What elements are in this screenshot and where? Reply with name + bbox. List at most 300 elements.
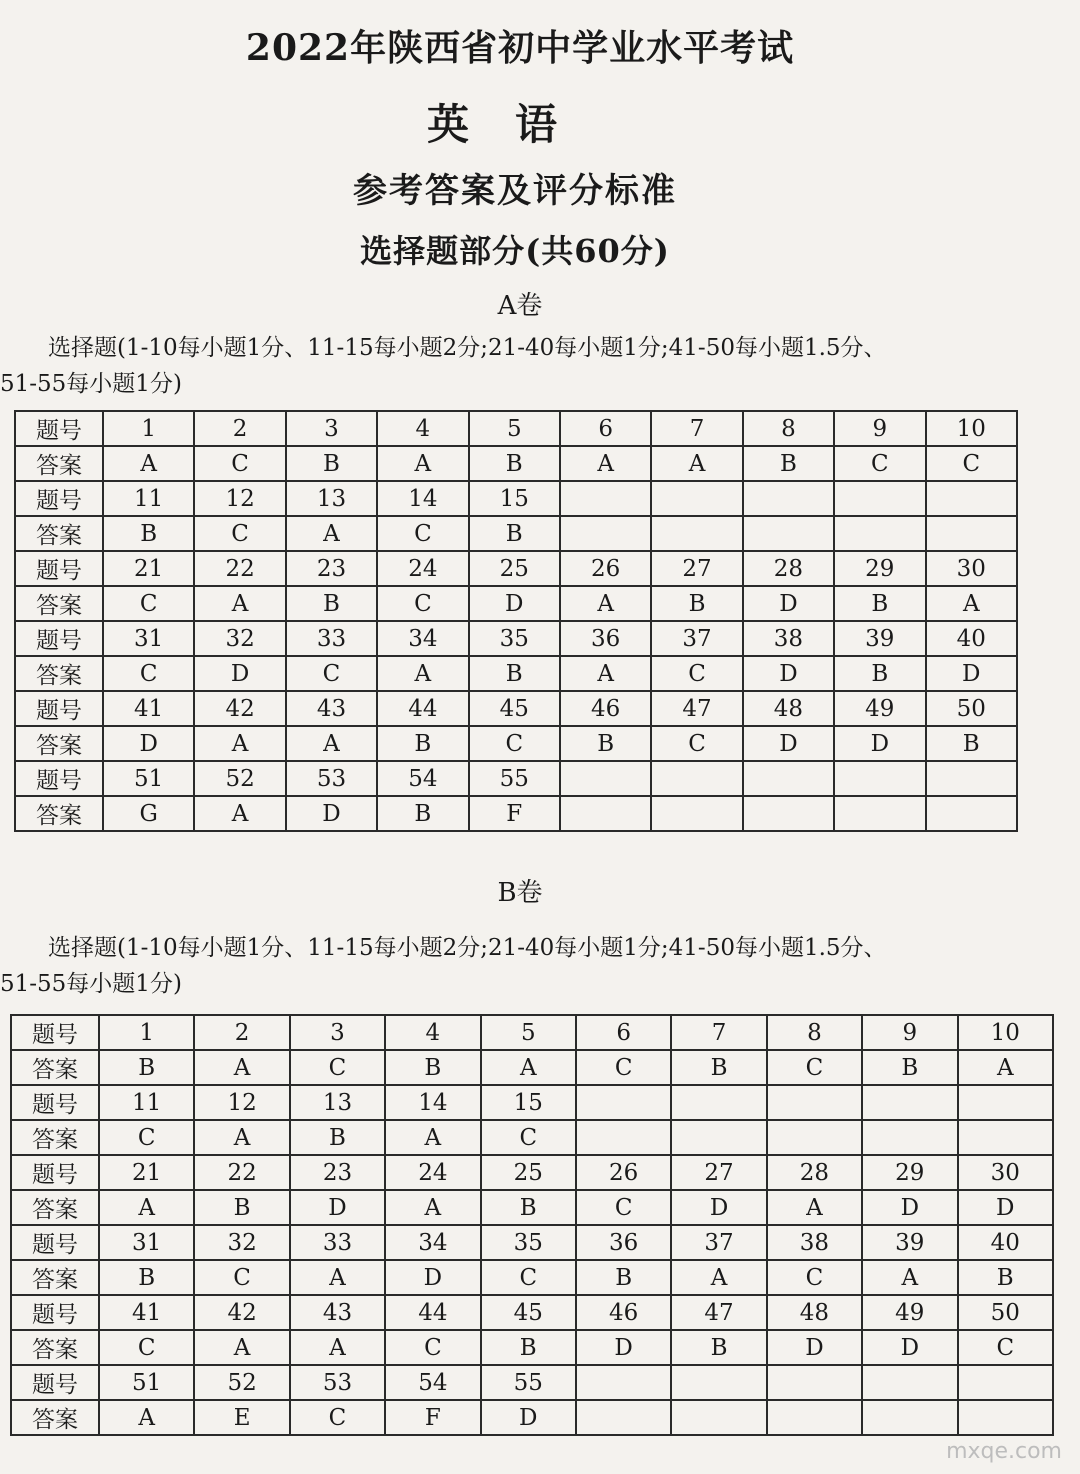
question-number-cell: 15 xyxy=(469,481,560,516)
question-number-cell: 55 xyxy=(469,761,560,796)
question-number-label: 题号 xyxy=(15,551,103,586)
question-number-row xyxy=(11,1155,1053,1190)
question-number-cell: 49 xyxy=(834,691,925,726)
question-number-cell: 38 xyxy=(743,621,834,656)
question-number-cell: 34 xyxy=(385,1225,480,1260)
answer-label: 答案 xyxy=(15,796,103,831)
paper-b-note-line2: 51-55每小题1分) xyxy=(0,971,182,997)
question-number-row xyxy=(15,551,1017,586)
answer-cell: A xyxy=(194,796,285,831)
answer-cell: D xyxy=(576,1330,671,1365)
answer-cell: C xyxy=(194,446,285,481)
question-number-label: 题号 xyxy=(15,481,103,516)
answer-cell: A xyxy=(560,586,651,621)
question-number-cell: 43 xyxy=(290,1295,385,1330)
answer-cell: B xyxy=(958,1260,1053,1295)
answer-cell: G xyxy=(103,796,194,831)
question-number-cell xyxy=(576,1365,671,1400)
question-number-cell xyxy=(743,761,834,796)
question-number-cell: 38 xyxy=(767,1225,862,1260)
answer-cell: B xyxy=(99,1050,194,1085)
answer-label: 答案 xyxy=(11,1190,99,1225)
question-number-row xyxy=(11,1295,1053,1330)
answer-cell: A xyxy=(385,1190,480,1225)
answer-cell: B xyxy=(926,726,1017,761)
paper-b-note-line1: 选择题(1-10每小题1分、11-15每小题2分;21-40每小题1分;41-50每小题1.5分、 xyxy=(48,935,887,961)
question-number-label: 题号 xyxy=(15,411,103,446)
answer-cell: B xyxy=(576,1260,671,1295)
question-number-cell xyxy=(560,761,651,796)
question-number-cell: 31 xyxy=(103,621,194,656)
question-number-cell: 45 xyxy=(481,1295,576,1330)
question-number-label: 题号 xyxy=(11,1155,99,1190)
answer-key-title: 参考答案及评分标准 xyxy=(353,171,677,211)
answer-cell: D xyxy=(743,726,834,761)
answer-cell: B xyxy=(560,726,651,761)
answer-cell: C xyxy=(99,1120,194,1155)
answer-cell: C xyxy=(767,1260,862,1295)
answer-cell: B xyxy=(743,446,834,481)
answer-cell: B xyxy=(290,1120,385,1155)
question-number-cell: 37 xyxy=(671,1225,766,1260)
question-number-cell: 37 xyxy=(651,621,742,656)
answer-cell: D xyxy=(286,796,377,831)
answer-cell xyxy=(671,1400,766,1435)
answer-cell: D xyxy=(767,1330,862,1365)
answer-cell: A xyxy=(481,1050,576,1085)
answer-cell: B xyxy=(651,586,742,621)
answer-cell: B xyxy=(286,586,377,621)
question-number-cell: 45 xyxy=(469,691,560,726)
answer-row xyxy=(15,516,1017,551)
answer-cell xyxy=(958,1120,1053,1155)
question-number-label: 题号 xyxy=(11,1225,99,1260)
answer-cell: D xyxy=(194,656,285,691)
paper-b-label: B卷 xyxy=(497,878,543,908)
question-number-cell: 40 xyxy=(958,1225,1053,1260)
question-number-label: 题号 xyxy=(15,621,103,656)
question-number-row xyxy=(15,411,1017,446)
answer-label: 答案 xyxy=(15,446,103,481)
answer-cell: A xyxy=(377,656,468,691)
question-number-cell: 42 xyxy=(194,691,285,726)
question-number-cell: 36 xyxy=(560,621,651,656)
answer-cell: C xyxy=(926,446,1017,481)
question-number-cell: 40 xyxy=(926,621,1017,656)
question-number-row xyxy=(15,761,1017,796)
question-number-cell: 29 xyxy=(834,551,925,586)
paper-a-answer-table xyxy=(14,410,1018,832)
answer-cell xyxy=(834,516,925,551)
question-number-row xyxy=(15,621,1017,656)
answer-cell: A xyxy=(377,446,468,481)
answer-row xyxy=(11,1400,1053,1435)
question-number-cell xyxy=(767,1365,862,1400)
answer-cell: A xyxy=(926,586,1017,621)
answer-label: 答案 xyxy=(11,1330,99,1365)
question-number-cell: 9 xyxy=(862,1015,957,1050)
question-number-cell xyxy=(671,1085,766,1120)
question-number-cell: 4 xyxy=(377,411,468,446)
answer-cell: B xyxy=(671,1330,766,1365)
question-number-label: 题号 xyxy=(11,1015,99,1050)
question-number-cell: 10 xyxy=(958,1015,1053,1050)
answer-cell xyxy=(576,1400,671,1435)
question-number-cell: 54 xyxy=(385,1365,480,1400)
answer-cell: B xyxy=(194,1190,289,1225)
question-number-cell xyxy=(743,481,834,516)
question-number-label: 题号 xyxy=(15,691,103,726)
question-number-cell: 7 xyxy=(651,411,742,446)
answer-cell xyxy=(862,1400,957,1435)
answer-label: 答案 xyxy=(11,1400,99,1435)
answer-cell: A xyxy=(194,1120,289,1155)
answer-cell xyxy=(767,1400,862,1435)
question-number-cell: 4 xyxy=(385,1015,480,1050)
question-number-cell: 36 xyxy=(576,1225,671,1260)
question-number-label: 题号 xyxy=(11,1085,99,1120)
question-number-cell: 34 xyxy=(377,621,468,656)
answer-row xyxy=(11,1260,1053,1295)
question-number-cell: 22 xyxy=(194,1155,289,1190)
answer-cell: C xyxy=(286,656,377,691)
answer-cell: D xyxy=(926,656,1017,691)
question-number-cell: 5 xyxy=(481,1015,576,1050)
answer-cell: C xyxy=(576,1050,671,1085)
answer-cell: A xyxy=(651,446,742,481)
answer-cell: C xyxy=(377,586,468,621)
answer-cell: B xyxy=(469,656,560,691)
question-number-row xyxy=(11,1085,1053,1120)
question-number-cell: 14 xyxy=(377,481,468,516)
answer-cell: B xyxy=(385,1050,480,1085)
answer-cell: A xyxy=(767,1190,862,1225)
answer-cell: D xyxy=(743,586,834,621)
answer-row xyxy=(11,1050,1053,1085)
question-number-cell: 25 xyxy=(469,551,560,586)
question-number-cell: 21 xyxy=(103,551,194,586)
question-number-cell: 32 xyxy=(194,621,285,656)
answer-cell: B xyxy=(481,1190,576,1225)
answer-cell: D xyxy=(862,1330,957,1365)
answer-cell: C xyxy=(194,1260,289,1295)
question-number-cell: 12 xyxy=(194,1085,289,1120)
question-number-cell: 28 xyxy=(767,1155,862,1190)
question-number-cell: 3 xyxy=(290,1015,385,1050)
question-number-row xyxy=(15,481,1017,516)
question-number-cell: 52 xyxy=(194,1365,289,1400)
answer-cell: D xyxy=(862,1190,957,1225)
answer-cell: C xyxy=(576,1190,671,1225)
question-number-cell: 53 xyxy=(286,761,377,796)
answer-cell: C xyxy=(481,1260,576,1295)
answer-cell xyxy=(958,1400,1053,1435)
answer-cell: A xyxy=(958,1050,1053,1085)
question-number-cell: 55 xyxy=(481,1365,576,1400)
part-title: 选择题部分(共60分) xyxy=(360,232,670,270)
answer-cell: A xyxy=(671,1260,766,1295)
question-number-cell: 33 xyxy=(290,1225,385,1260)
answer-cell xyxy=(926,796,1017,831)
question-number-cell: 13 xyxy=(286,481,377,516)
question-number-cell: 15 xyxy=(481,1085,576,1120)
question-number-cell: 51 xyxy=(99,1365,194,1400)
answer-row xyxy=(15,796,1017,831)
question-number-cell: 27 xyxy=(651,551,742,586)
answer-cell: D xyxy=(671,1190,766,1225)
question-number-cell: 28 xyxy=(743,551,834,586)
answer-label: 答案 xyxy=(11,1260,99,1295)
answer-cell: D xyxy=(743,656,834,691)
answer-cell: D xyxy=(385,1260,480,1295)
answer-cell: C xyxy=(958,1330,1053,1365)
question-number-cell: 11 xyxy=(103,481,194,516)
answer-cell xyxy=(862,1120,957,1155)
question-number-cell: 6 xyxy=(576,1015,671,1050)
question-number-cell: 49 xyxy=(862,1295,957,1330)
answer-cell xyxy=(834,796,925,831)
answer-cell: C xyxy=(651,726,742,761)
question-number-cell: 48 xyxy=(767,1295,862,1330)
paper-a-note-line2: 51-55每小题1分) xyxy=(0,371,182,397)
question-number-cell: 26 xyxy=(576,1155,671,1190)
question-number-cell: 26 xyxy=(560,551,651,586)
answer-cell: C xyxy=(290,1400,385,1435)
question-number-row xyxy=(11,1365,1053,1400)
question-number-cell xyxy=(862,1085,957,1120)
question-number-cell: 5 xyxy=(469,411,560,446)
question-number-cell: 32 xyxy=(194,1225,289,1260)
question-number-cell: 7 xyxy=(671,1015,766,1050)
question-number-cell: 3 xyxy=(286,411,377,446)
question-number-cell xyxy=(834,481,925,516)
question-number-cell: 33 xyxy=(286,621,377,656)
answer-cell: C xyxy=(99,1330,194,1365)
answer-cell: C xyxy=(290,1050,385,1085)
question-number-cell: 14 xyxy=(385,1085,480,1120)
answer-cell: A xyxy=(194,726,285,761)
answer-label: 答案 xyxy=(15,656,103,691)
question-number-label: 题号 xyxy=(15,761,103,796)
question-number-cell: 25 xyxy=(481,1155,576,1190)
answer-cell: D xyxy=(481,1400,576,1435)
answer-row xyxy=(15,656,1017,691)
question-number-cell xyxy=(926,481,1017,516)
answer-cell: B xyxy=(481,1330,576,1365)
answer-cell: A xyxy=(286,516,377,551)
question-number-cell: 41 xyxy=(103,691,194,726)
answer-cell: F xyxy=(385,1400,480,1435)
question-number-cell xyxy=(576,1085,671,1120)
answer-cell: D xyxy=(958,1190,1053,1225)
question-number-cell: 54 xyxy=(377,761,468,796)
question-number-cell: 46 xyxy=(560,691,651,726)
answer-cell xyxy=(767,1120,862,1155)
answer-cell: A xyxy=(290,1260,385,1295)
answer-cell: C xyxy=(377,516,468,551)
answer-row xyxy=(11,1330,1053,1365)
answer-cell xyxy=(560,516,651,551)
question-number-cell: 30 xyxy=(958,1155,1053,1190)
question-number-cell: 21 xyxy=(99,1155,194,1190)
question-number-cell: 23 xyxy=(290,1155,385,1190)
answer-cell: A xyxy=(560,656,651,691)
question-number-cell xyxy=(862,1365,957,1400)
question-number-cell: 44 xyxy=(385,1295,480,1330)
question-number-cell: 47 xyxy=(671,1295,766,1330)
answer-cell: B xyxy=(862,1050,957,1085)
answer-cell: C xyxy=(651,656,742,691)
answer-cell: B xyxy=(469,446,560,481)
answer-cell: A xyxy=(286,726,377,761)
question-number-row xyxy=(11,1015,1053,1050)
question-number-cell xyxy=(767,1085,862,1120)
answer-cell: D xyxy=(469,586,560,621)
question-number-cell: 2 xyxy=(194,411,285,446)
question-number-cell: 50 xyxy=(958,1295,1053,1330)
question-number-cell: 8 xyxy=(743,411,834,446)
question-number-cell: 39 xyxy=(862,1225,957,1260)
question-number-cell: 44 xyxy=(377,691,468,726)
question-number-cell: 24 xyxy=(377,551,468,586)
question-number-cell: 47 xyxy=(651,691,742,726)
question-number-row xyxy=(15,691,1017,726)
question-number-cell: 12 xyxy=(194,481,285,516)
answer-cell: D xyxy=(834,726,925,761)
answer-cell: D xyxy=(103,726,194,761)
answer-label: 答案 xyxy=(15,516,103,551)
question-number-cell: 30 xyxy=(926,551,1017,586)
question-number-cell: 11 xyxy=(99,1085,194,1120)
question-number-cell: 43 xyxy=(286,691,377,726)
answer-cell: A xyxy=(862,1260,957,1295)
question-number-cell: 9 xyxy=(834,411,925,446)
answer-cell xyxy=(743,796,834,831)
answer-cell xyxy=(926,516,1017,551)
answer-cell: A xyxy=(194,1330,289,1365)
question-number-cell: 48 xyxy=(743,691,834,726)
answer-cell: C xyxy=(385,1330,480,1365)
question-number-cell: 52 xyxy=(194,761,285,796)
question-number-cell: 6 xyxy=(560,411,651,446)
question-number-cell: 53 xyxy=(290,1365,385,1400)
question-number-cell xyxy=(958,1085,1053,1120)
answer-cell: B xyxy=(377,726,468,761)
paper-a-note-line1: 选择题(1-10每小题1分、11-15每小题2分;21-40每小题1分;41-50每小题1.5分、 xyxy=(48,335,887,361)
question-number-cell: 24 xyxy=(385,1155,480,1190)
answer-cell: A xyxy=(385,1120,480,1155)
question-number-cell: 29 xyxy=(862,1155,957,1190)
answer-cell: C xyxy=(834,446,925,481)
paper-a-label: A卷 xyxy=(497,291,543,321)
answer-cell xyxy=(576,1120,671,1155)
question-number-cell xyxy=(560,481,651,516)
question-number-cell xyxy=(834,761,925,796)
answer-cell xyxy=(671,1120,766,1155)
answer-cell: C xyxy=(481,1120,576,1155)
answer-row xyxy=(15,726,1017,761)
answer-cell: E xyxy=(194,1400,289,1435)
answer-cell: B xyxy=(469,516,560,551)
answer-label: 答案 xyxy=(11,1050,99,1085)
question-number-label: 题号 xyxy=(11,1365,99,1400)
question-number-cell xyxy=(651,761,742,796)
answer-label: 答案 xyxy=(11,1120,99,1155)
answer-cell: A xyxy=(99,1400,194,1435)
question-number-cell: 10 xyxy=(926,411,1017,446)
question-number-label: 题号 xyxy=(11,1295,99,1330)
question-number-cell: 41 xyxy=(99,1295,194,1330)
answer-cell: B xyxy=(671,1050,766,1085)
answer-cell: B xyxy=(103,516,194,551)
question-number-cell xyxy=(671,1365,766,1400)
question-number-cell xyxy=(651,481,742,516)
question-number-cell: 8 xyxy=(767,1015,862,1050)
question-number-cell: 1 xyxy=(99,1015,194,1050)
watermark-logo: mxqe.com xyxy=(946,1439,1062,1464)
answer-cell: C xyxy=(767,1050,862,1085)
answer-row xyxy=(15,446,1017,481)
answer-cell: C xyxy=(194,516,285,551)
question-number-row xyxy=(11,1225,1053,1260)
question-number-cell: 35 xyxy=(469,621,560,656)
question-number-cell xyxy=(958,1365,1053,1400)
answer-cell: B xyxy=(377,796,468,831)
answer-cell: A xyxy=(103,446,194,481)
answer-row xyxy=(15,586,1017,621)
question-number-cell: 31 xyxy=(99,1225,194,1260)
question-number-cell: 50 xyxy=(926,691,1017,726)
answer-cell: B xyxy=(99,1260,194,1295)
answer-row xyxy=(11,1120,1053,1155)
answer-cell: C xyxy=(103,656,194,691)
answer-cell xyxy=(651,796,742,831)
question-number-cell: 51 xyxy=(103,761,194,796)
question-number-cell: 13 xyxy=(290,1085,385,1120)
answer-cell: B xyxy=(834,656,925,691)
answer-cell: A xyxy=(290,1330,385,1365)
question-number-cell: 23 xyxy=(286,551,377,586)
question-number-cell: 1 xyxy=(103,411,194,446)
answer-cell xyxy=(651,516,742,551)
answer-cell: A xyxy=(99,1190,194,1225)
question-number-cell: 35 xyxy=(481,1225,576,1260)
question-number-cell: 2 xyxy=(194,1015,289,1050)
paper-b-note xyxy=(0,930,1080,1002)
answer-row xyxy=(11,1190,1053,1225)
answer-label: 答案 xyxy=(15,586,103,621)
answer-cell xyxy=(560,796,651,831)
paper-b-answer-table xyxy=(10,1014,1054,1436)
paper-a-note xyxy=(0,330,1080,402)
answer-cell: A xyxy=(194,1050,289,1085)
answer-cell: A xyxy=(560,446,651,481)
exam-title: 2022年陕西省初中学业水平考试 xyxy=(245,27,795,69)
question-number-cell xyxy=(926,761,1017,796)
question-number-cell: 27 xyxy=(671,1155,766,1190)
answer-cell: C xyxy=(469,726,560,761)
answer-cell: C xyxy=(103,586,194,621)
answer-label: 答案 xyxy=(15,726,103,761)
question-number-cell: 39 xyxy=(834,621,925,656)
answer-cell: B xyxy=(834,586,925,621)
question-number-cell: 42 xyxy=(194,1295,289,1330)
answer-cell: B xyxy=(286,446,377,481)
question-number-cell: 22 xyxy=(194,551,285,586)
subject-title: 英语 xyxy=(426,100,603,149)
question-number-cell: 46 xyxy=(576,1295,671,1330)
answer-cell: F xyxy=(469,796,560,831)
